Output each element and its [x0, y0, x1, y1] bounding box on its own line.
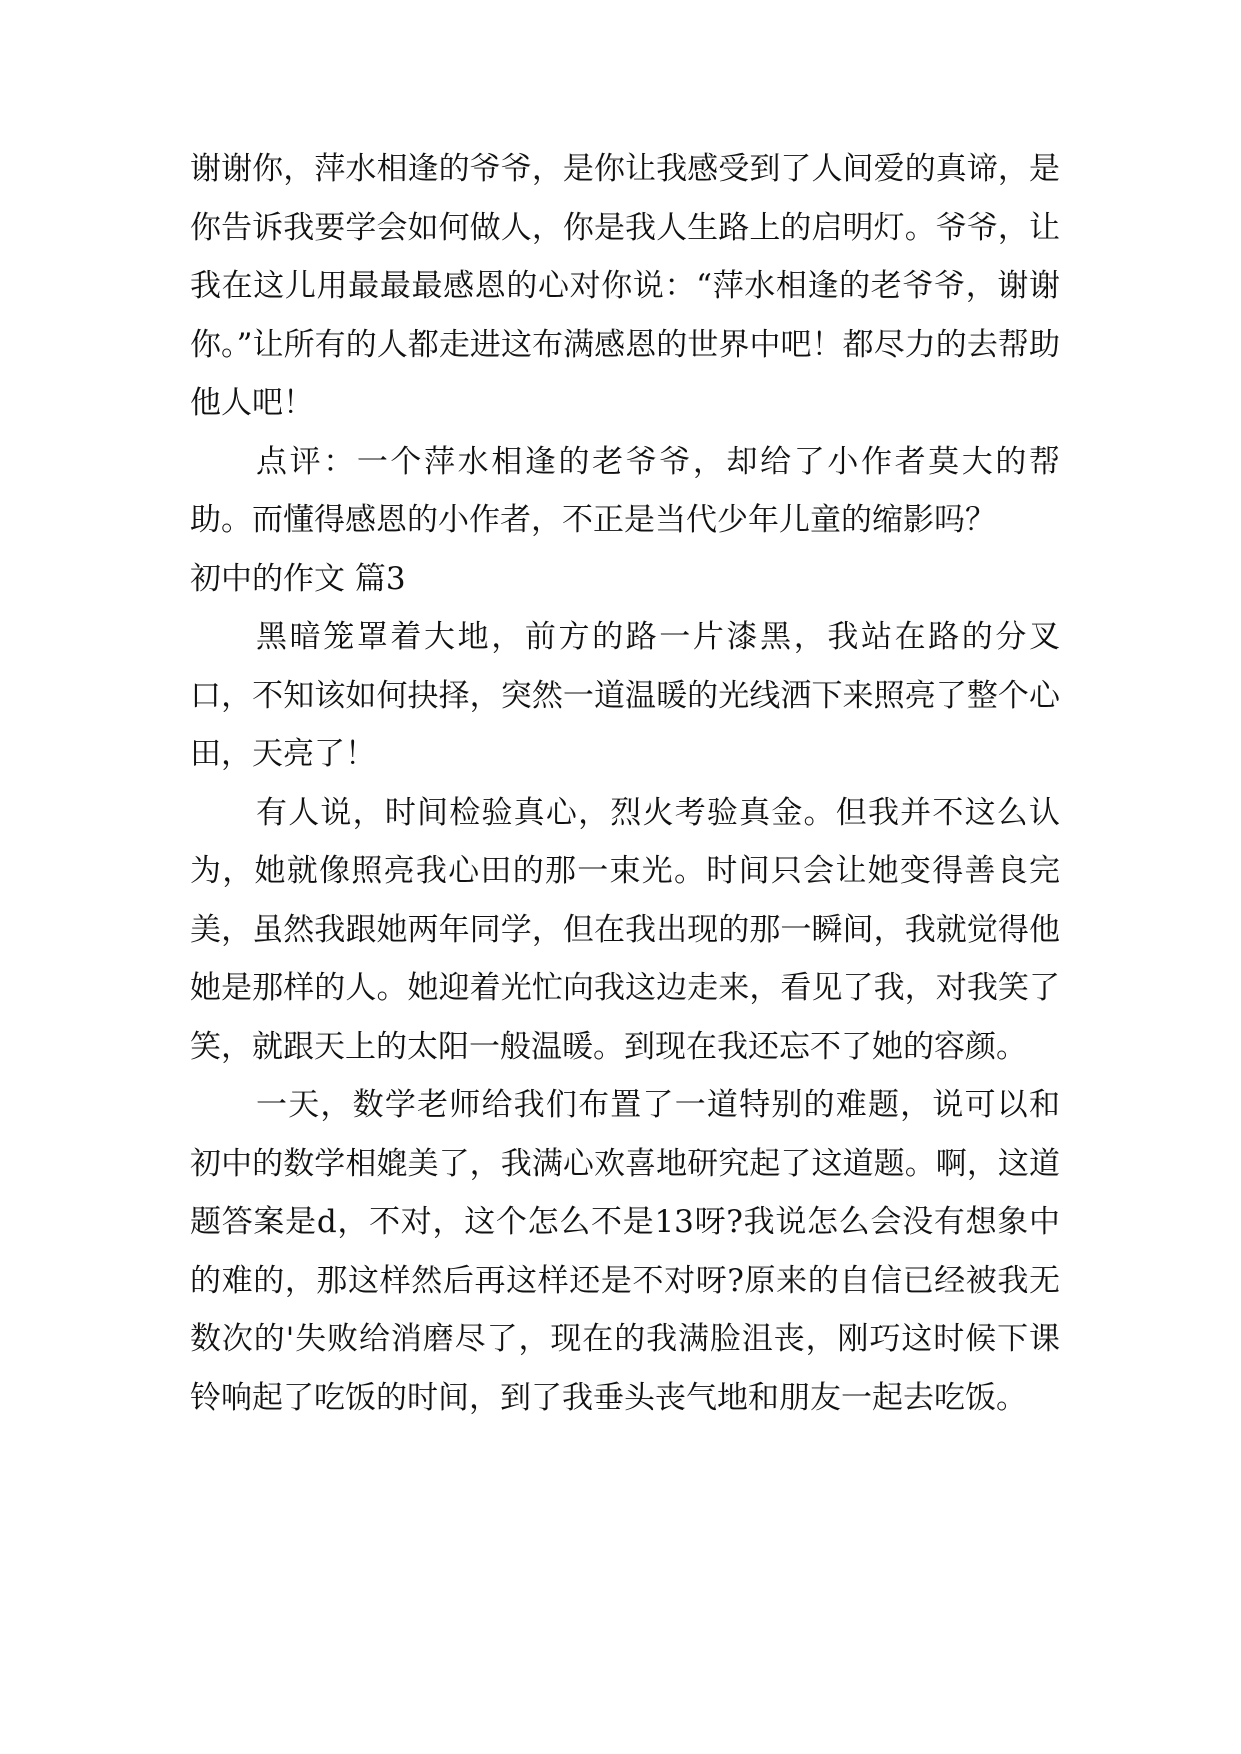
paragraph: 黑暗笼罩着大地，前方的路一片漆黑，我站在路的分叉口，不知该如何抉择，突然一道温暖的光线洒下来照亮了整个心田，天亮了！ [190, 619, 1060, 772]
comment-paragraph: 点评：一个萍水相逢的老爷爷，却给了小作者莫大的帮助。而懂得感恩的小作者，不正是当代少年儿童的缩影吗？ [190, 443, 1060, 538]
document-body [190, 140, 1060, 1427]
paragraph: 有人说，时间检验真心，烈火考验真金。但我并不这么认为，她就像照亮我心田的那一束光。时间只会让她变得善良完美，虽然我跟她两年同学，但在我出现的那一瞬间，我就觉得他她是那样的人。她迎着光忙向我这边走来，看见了我，对我笑了笑，就跟天上的太阳一般温暖。到现在我还忘不了她的容颜。 [190, 794, 1060, 1065]
section-heading: 初中的作文 篇3 [190, 560, 406, 597]
paragraph: 一天，数学老师给我们布置了一道特别的难题，说可以和初中的数学相媲美了，我满心欢喜地研究起了这道题。啊，这道题答案是d，不对，这个怎么不是13呀?我说怎么会没有想象中的难的，那这样然后再这样还是不对呀?原来的自信已经被我无数次的'失败给消磨尽了，现在的我满脸沮丧，刚巧这时候下课铃响起了吃饭的时间，到了我垂头丧气地和朋友一起去吃饭。 [190, 1087, 1060, 1416]
paragraph: 谢谢你，萍水相逢的爷爷，是你让我感受到了人间爱的真谛，是你告诉我要学会如何做人，你是我人生路上的启明灯。爷爷，让我在这儿用最最最感恩的心对你说：“萍水相逢的老爷爷，谢谢你。”让所有的人都走进这布满感恩的世界中吧！都尽力的去帮助他人吧！ [190, 151, 1060, 421]
